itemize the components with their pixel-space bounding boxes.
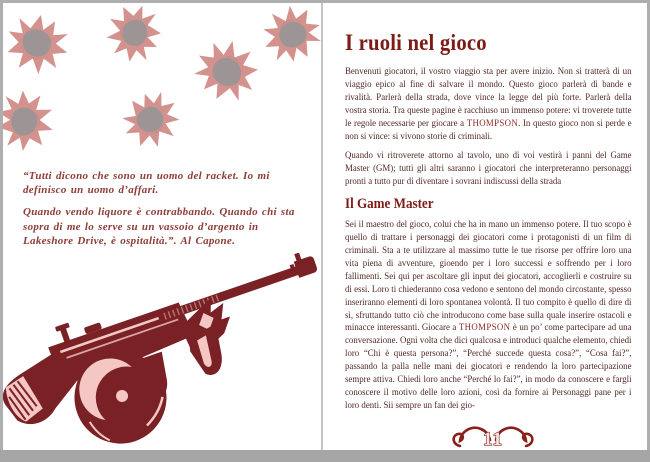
section-heading: Il Game Master [345,196,434,213]
quote-attribution: Al Capone. [180,234,236,247]
brand-thompson: THOMPSON [458,322,511,334]
game-master-paragraph: Sei il maestro del gioco, colui che ha in mano un immenso potere. Il tuo scopo è quello di trattare i personaggi dei giocatori come i protagonisti di un film di criminali. Sta a te utilizzare al massimo tutte le tue risorse per offrire loro una vita piena di avventure, gioendo per i loro successi e soffrendo per i loro fallimenti. Sei qui per ascoltare gli input dei giocatori, accoglierli e costruire su di essi. Loro ti chiederanno cosa vedono e sentono del mondo circostante, spesso inseriranno elementi di loro spontanea volontà. Il tuo compito è quello di dire di sì, sfruttando tutto ciò che introducono come base sulla quale inserire ostacoli e minacce interessanti. Giocare a THOMPSON è un po’ come partecipare ad una conversazione. Ogni volta che dici qualcosa e introduci qualche elemento, chiedi loro “Chi è questa persona?”, “Perché succede questa cosa?”, “Cosa fai?”, passando la palla nelle mani dei giocatori e rendendo la loro partecipazione sempre attiva. Chiedi loro anche “Perché lo fai?”, in modo da conoscere e fargli conoscere il motivo delle loro azioni, così da fornire ai Personaggi pane per i loro denti. Sii sempre un fan dei gio- [345,219,632,411]
brand-thompson: THOMPSON [466,117,519,129]
bullet-holes-decoration [3,3,321,163]
book-bottom-edge [0,450,650,462]
page-number: 11 [483,429,503,450]
intro-paragraph: Benvenuti giocatori, il vostro viaggio sta per avere inizio. Non si tratterà di un viaggio epico al fine di salvare il mondo. Questo gioco parlerà di bande e rivalità. Parlerà della strada, dove vince la legge del più forte. Parlerà della vostra storia. Tra queste pagine è racchiuso un immenso potere: vi troverete tutte le regole necessarie per giocare a THOMPSON. In questo gioco non si perde e non si vince: si vivono storie di criminali. [345,66,632,142]
book-spread [3,3,647,450]
bullet-hole-icon [105,3,164,64]
al-capone-quote [23,169,311,256]
bullet-hole-icon [112,81,190,159]
bullet-hole-icon [186,31,268,111]
text-column [345,30,632,413]
tommy-gun-illustration [3,253,321,450]
page-right [323,3,647,450]
quote-paragraph: Quando vendo liquore è contrabbando. Quando chi sta sopra di me lo serve su un vassoio d’argento in Lakeshore Drive, è ospitalità.”. Al Capone. [23,206,295,247]
bullet-hole-icon [3,9,74,79]
quote-paragraph: “Tutti dicono che sono un uomo del racket. Io mi definisco un uomo d’affari. [23,170,270,197]
page-left [3,3,321,450]
bullet-hole-icon [253,3,321,73]
page-number-ornament [451,422,535,450]
bullet-hole-icon [3,87,57,154]
intro-paragraph-2: Quando vi ritroverete attorno al tavolo, uno di voi vestirà i panni del Game Master (GM); tutti gli altri saranno i giocatori che interpreteranno personaggi pronti a tutto pur di diventare i sovrani indiscussi della strada [345,150,632,188]
page-title: I ruoli nel gioco [345,30,487,55]
